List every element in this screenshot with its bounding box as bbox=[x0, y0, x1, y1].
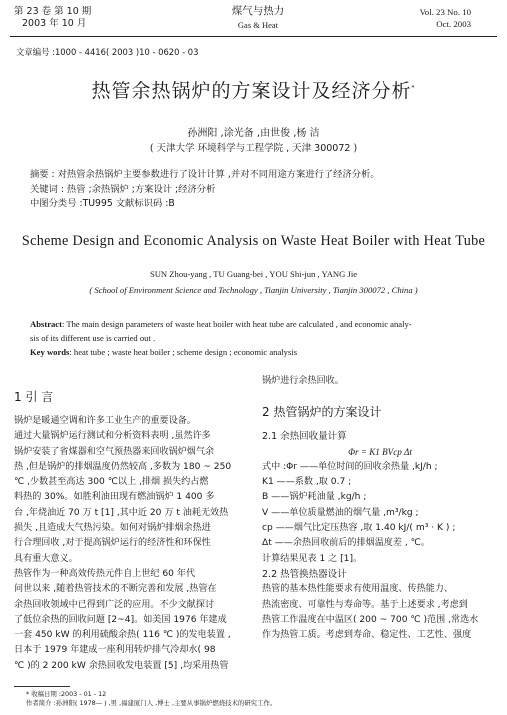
footnote-divider bbox=[14, 686, 70, 687]
section-1-heading: 1 引 言 bbox=[14, 390, 54, 404]
header-right bbox=[420, 6, 471, 30]
footnote bbox=[26, 690, 276, 707]
formula-where-line: B ——锅炉耗油量 ,kg/h ; bbox=[262, 492, 367, 503]
affiliation-cn: ( 天津大学 环境科学与工程学院 , 天津 300072 ) bbox=[149, 143, 358, 154]
abstract-en bbox=[30, 317, 480, 359]
formula-where-line: 式中 :Φr ——单位时间的回收余热量 ,kJ/h ; bbox=[262, 461, 438, 472]
title-footnote-mark: * bbox=[411, 84, 416, 92]
formula-where-line: Δt ——余热回收前后的排烟温度差 , ℃。 bbox=[262, 538, 430, 549]
journal-name-en: Gas & Heat bbox=[237, 20, 279, 30]
abstract-en-label: Abstract bbox=[30, 319, 62, 329]
text-line: 了低位余热的回收问题 [2~4]。如美国 1976 年建成 bbox=[14, 614, 227, 625]
title-en: Scheme Design and Economic Analysis on Waste Heat Boiler with Heat Tube bbox=[21, 233, 486, 249]
text-line: 具有重大意义。 bbox=[14, 553, 78, 564]
header-center bbox=[188, 4, 328, 32]
abstract-en-line-1: Abstract: The main design parameters of waste heat boiler with heat tube are calculated , and economic analy- bbox=[30, 319, 412, 329]
text-line: 问世以来 ,随着热管技术的不断完善和发展 ,热管在 bbox=[14, 584, 217, 595]
date-en: Oct. 2003 bbox=[436, 19, 471, 29]
formula-where-line: V ——单位质量燃油的烟气量 ,m³/kg ; bbox=[262, 507, 419, 518]
formula-where-line: 计算结果见表 1 之 [1]。 bbox=[262, 553, 363, 564]
authors-en: SUN Zhou-yang , TU Guang-bei , YOU Shi-jun , YANG Jie bbox=[149, 269, 358, 279]
volume-issue-en: Vol. 23 No. 10 bbox=[419, 7, 471, 17]
text-line: 锅炉是暖通空调和许多工业生产的重要设备。 bbox=[14, 416, 196, 426]
formula-where-block bbox=[262, 460, 498, 567]
title-cn-text: 热管余热锅炉的方案设计及经济分析 bbox=[91, 80, 412, 102]
text-line: 余热回收领域中已得到广泛的应用。不少文献探讨 bbox=[14, 599, 215, 610]
formula-where-line: cp ——烟气比定压热容 ,取 1.40 kJ/( m³ · K ) ; bbox=[262, 523, 456, 534]
text-line: 料热的 30%。如胜利油田现有燃油锅炉 1 400 多 bbox=[14, 492, 215, 503]
header-divider bbox=[10, 36, 497, 37]
article-number: 文章编号 :1000 - 4416( 2003 )10 - 0620 - 03 bbox=[16, 47, 199, 57]
footnote-received: * 收稿日期 :2003 - 01 - 12 bbox=[26, 690, 107, 698]
text-line: 行合理回收 ,对于提高锅炉运行的经济性和环保性 bbox=[14, 538, 211, 549]
subsection-2-1-heading: 2.1 余热回收量计算 bbox=[262, 431, 347, 443]
text-line: 热管作为一种高效传热元件自上世纪 60 年代 bbox=[14, 568, 196, 579]
text-line: 热流密度、可靠性与寿命等。基于上述要求 ,考虑到 bbox=[262, 599, 468, 610]
text-line: 通过大量锅炉运行测试和分析资料表明 ,虽然许多 bbox=[14, 431, 211, 442]
abstract-cn bbox=[30, 168, 490, 212]
text-line: 热管的基本热性能要求有使用温度、传热能力、 bbox=[262, 584, 453, 595]
authors-cn: 孙洲阳 ,涂光备 ,由世俊 ,杨 洁 bbox=[187, 128, 320, 139]
right-column-intro: 锅炉进行余热回收。 bbox=[262, 376, 344, 386]
text-line: 损失 ,且造成大气热污染。如何对锅炉排烟余热进 bbox=[14, 523, 211, 534]
volume-issue-cn: 第 23 卷 第 10 期 bbox=[14, 6, 92, 17]
header-left bbox=[14, 6, 91, 30]
formula: Φr = K1 BVcp Δt bbox=[348, 446, 412, 457]
section-2-heading: 2 热管锅炉的方案设计 bbox=[262, 405, 382, 420]
footnote-author-bio: 作者简介 :孙洲阳( 1978— ) ,男 ,福建厦门人 ,博士 ,主要从事锅炉燃烧技术的研究工作。 bbox=[26, 698, 277, 707]
keywords-en: Key words: heat tube ; waste heat boiler ; scheme design ; economic analysis bbox=[30, 347, 298, 357]
formula-where-line: K1 ——系数 ,取 0.7 ; bbox=[262, 477, 352, 488]
left-column bbox=[14, 388, 244, 674]
title-cn bbox=[0, 76, 507, 103]
section-1-body bbox=[14, 414, 244, 674]
text-line: ℃ ,少数甚至高达 300 ℃以上 ,排烟 损失约占燃 bbox=[14, 477, 209, 488]
text-line: 一套 450 kW 的利用硫酸余热( 116 ℃ )的发电装置 , bbox=[14, 630, 231, 641]
keywords-en-label: Key words bbox=[30, 347, 70, 357]
date-cn: 2003 年 10 月 bbox=[22, 18, 87, 29]
text-line: ℃ )的 2 200 kW 余热回收发电装置 [5] ,均采用热管 bbox=[14, 660, 229, 671]
text-line: 作为热管工质。考虑到寿命、稳定性、工艺性、强度 bbox=[262, 630, 472, 641]
keywords-cn: 关键词 : 热管 ;余热锅炉 ;方案设计 ;经济分析 bbox=[30, 183, 216, 195]
abstract-en-line-2: sis of its different use is carried out . bbox=[30, 333, 156, 343]
affiliation-en: ( School of Environment Science and Technology , Tianjin University , Tianjin 300072 , China ) bbox=[89, 285, 418, 295]
subsection-2-2-heading: 2.2 热管换热器设计 bbox=[262, 568, 347, 580]
subsection-2-2-body bbox=[262, 582, 498, 643]
text-line: 热 ,但是锅炉的排烟温度仍然较高 ,多数为 180 ~ 250 bbox=[14, 461, 232, 472]
classification-cn: 中图分类号 :TU995 文献标识码 :B bbox=[30, 198, 175, 209]
journal-name-cn: 煤气与热力 bbox=[231, 5, 285, 17]
text-line: 日本于 1979 年建成一座利用转炉排气冷却水( 98 bbox=[14, 645, 216, 656]
abstract-cn-text: 摘要 : 对热管余热锅炉主要参数进行了设计计算 ,并对不同用途方案进行了经济分析。 bbox=[30, 169, 380, 180]
text-line: 台 ,年烧油近 70 万 t [1] ,其中近 20 万 t 油耗无效热 bbox=[14, 507, 229, 518]
right-column bbox=[262, 374, 498, 643]
text-line: 锅炉安装了省煤器和空气预热器来回收锅炉烟气余 bbox=[14, 446, 215, 457]
text-line: 热管工作温度在中温区( 200 ~ 700 ℃ )范围 ,常选水 bbox=[262, 614, 479, 625]
